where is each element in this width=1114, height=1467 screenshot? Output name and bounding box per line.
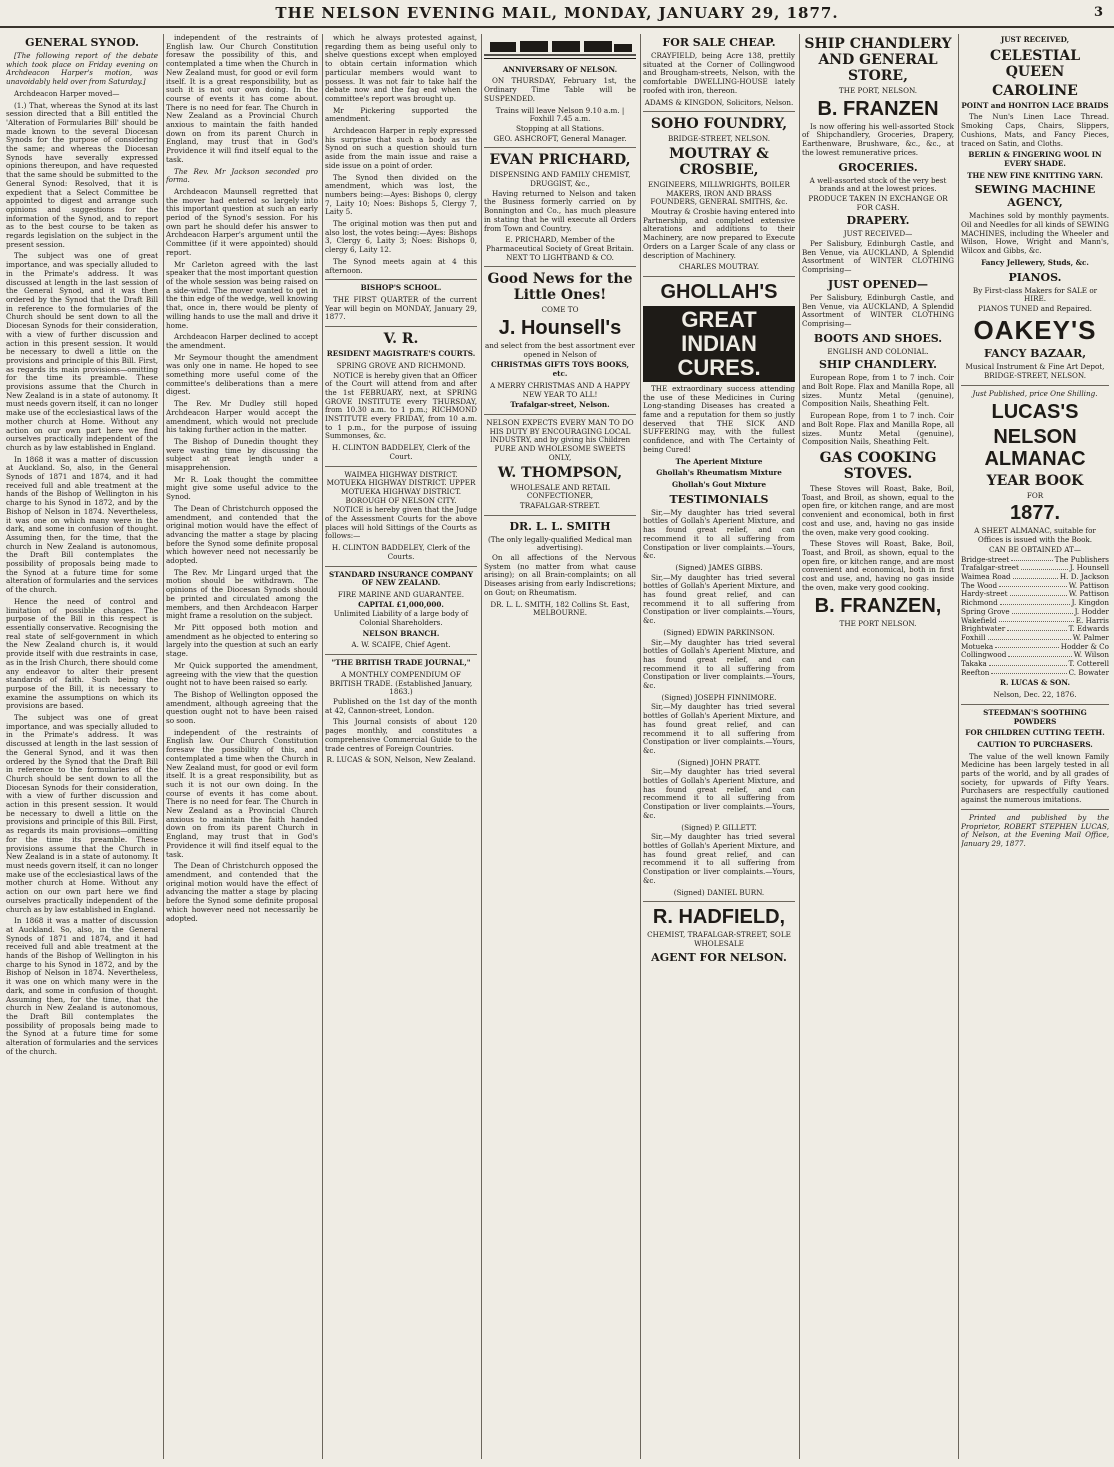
sewing-text: Machines sold by monthly payments. Oil and Needles for all kinds of SEWING MACHINES, including the Wheeler and Wilson, Howe, Wright and Mann's, Wilcox and Gibbs, &c. (961, 211, 1109, 256)
lace-heading: POINT and HONITON LACE BRAIDS (961, 100, 1109, 110)
train-times: Trains will leave Nelson 9.10 a.m. | Foxhill 7.45 a.m. (495, 105, 625, 124)
col2-p1: independent of the restraints of English law. Our Church Constitution foresaw the possibility of this, and contemplated a time when the Church in New Zealand must, for good or evil form itself. It is a great responsibility, but as such it is not our own doing. In the course of events it has come about. There is no need for fear. The Church in New Zealand as a Provincial Church anxious to maintain the faith handed down on from its parent Church in England, may trust that in God's Providence it will find itself equal to the task. (166, 34, 318, 164)
insurance-sub: FIRE MARINE AND GUARANTEE. (337, 589, 465, 599)
rmc-signature: H. CLINTON BADDELEY, Clerk of the Court. (331, 443, 471, 461)
agent-place: Brightwater (961, 624, 1006, 634)
branch-heading: NELSON BRANCH. (362, 628, 440, 638)
agent-place: Takaka (961, 659, 987, 669)
leader-dots (991, 669, 1066, 675)
col2-p5: Archdeacon Harper declined to accept the amendment. (166, 332, 318, 350)
berlin-wool: BERLIN & FINGERING WOOL IN EVERY SHADE. (968, 150, 1102, 168)
agent-name: T. Edwards (1068, 624, 1109, 634)
testimonial-6: Sir,—My daughter has tried several bottles of Gollah's Aperient Mixture, and has found great relief, and can recommend it to all suffering from Constipation or liver complaints.—Yours, &c. (643, 832, 795, 885)
lucas-signature: R. LUCAS & SON. (1000, 678, 1070, 688)
drapery-text: Per Salisbury, Edinburgh Castle, and Ben Venue, via AUCKLAND, A Splendid Assortment of WINTER CLOTHING Comprising— (802, 239, 954, 275)
oakey-sub2: Musical Instrument & Fine Art Depot, (965, 361, 1105, 371)
thompson-heading: W. THOMPSON, (497, 464, 623, 481)
train-illustration (484, 36, 636, 59)
testimonial-2: Sir,—My daughter has tried several bottles of Gollah's Aperient Mixture, and has found great relief, and can recommend it to all suffering from Constipation or liver complaints.—Yours, &c. (643, 572, 795, 626)
drapery-sub: JUST RECEIVED— (843, 229, 913, 239)
franzen-heading: B. FRANZEN (817, 97, 939, 120)
synod-p3: The subject was one of great importance, and was specially alluded to in the Primate's address. It was discussed at length in the last session of the General Synod, and it was then ordered by the Synod that the Draft Bill in reference to the formularies of the Church should be sent down to all the Diocesan Synods for their consideration, with a view of further discussion and action in this present session. It would be necessary to dwell a little on the provisions and principle of this Bill. First, as regards its main provisions—omitting for the time its preamble. These provisions assume that the Church in New Zealand is in a state of autonomy. It must needs govern itself, it can no longer make use of the ecclesiastical laws of the mother church at Home. Without any action on our own part here we find ourselves practically independent of the church as by law established in England. (6, 251, 158, 452)
agent-name: T. Cotterell (1068, 659, 1109, 669)
leader-dots (1010, 590, 1067, 596)
oakey-address: BRIDGE-STREET, NELSON. (983, 371, 1086, 381)
sale-heading: FOR SALE CHEAP. (662, 36, 776, 49)
prichard-heading: EVAN PRICHARD, (489, 152, 631, 169)
ghollah-text: THE extraordinary success attending the use of these Medicines in Curing Long-standing Diseases has created a fame and a reputation for them so justly deserved that THE SICK AND SUFFERING may, with the fullest confidence, and with The Certainty of being Cured! (643, 383, 795, 454)
masthead-title: THE NELSON EVENING MAIL, MONDAY, JANUARY 29, 1877. (275, 4, 839, 22)
ghollah-banner: GREAT INDIAN CURES. (643, 306, 795, 382)
gout-heading: Ghollah's Gout Mixture (671, 479, 767, 489)
synod-p4-repeat: In 1868 it was a matter of discussion at Auckland. So, also, in the General Synods of 1871 and 1874, and it had received full and able treatment at the hands of the Bishop of Wellington in his charge to his Synod in 1872, and by the Bishop of Nelson in 1874. Nevertheless, it was one on which many were in the dark, and some in confusion of thought. Assuming then, for the time, that the church in New Zealand is autonomous, the Draft Bill contemplates the possibility of proposals being made to the Synod at a future time for some alteration of formularies and the services of the church. (6, 916, 158, 1056)
just-received: JUST RECEIVED, (1000, 35, 1070, 44)
col3-p1: which he always protested against, regarding them as being useful only to shelve questions except when employed to obtain certain information which particular members would want to possess. It was not fair to take half the debate now and the fag end when the committee's report was brought up. (325, 34, 477, 103)
agent-place: Reefton (961, 667, 990, 677)
boots-sub: ENGLISH AND COLONIAL. (827, 346, 929, 356)
steedman-heading: STEEDMAN'S SOOTHING POWDERS (983, 707, 1087, 726)
pianos-tuned: PIANOS TUNED and Repaired. (978, 303, 1092, 313)
knitting-yarn: THE NEW FINE KNITTING YARN. (967, 170, 1103, 180)
trade-journal-heading: "THE BRITISH TRADE JOURNAL," (331, 658, 471, 668)
leader-dots (1012, 608, 1073, 614)
col2-p4: Mr Carleton agreed with the last speaker that the most important question of the whole session was being raised on a side-wind. The mover wanted to get in the thin edge of the wedge, well knowing that, once in, there would be plenty of willing hands to use the mall and drive it home. (166, 259, 318, 330)
soho-sub: BRIDGE-STREET, NELSON. (667, 134, 770, 144)
agent-name: H. D. Jackson (1059, 571, 1109, 581)
chandlery-sub: THE PORT, NELSON. (838, 86, 918, 95)
sale-signature: ADAMS & KINGDON, Solicitors, Nelson. (644, 97, 794, 107)
prichard-text: Having returned to Nelson and taken the Business formerly carried on by Bonnington and Co., has much pleasure in stating that he will execute all Orders from Town and Country. (484, 188, 636, 233)
produce-text: PRODUCE TAKEN IN EXCHANGE OR FOR CASH. (808, 193, 948, 212)
agent-place: Wakefield (961, 615, 997, 625)
testimonial-1: Sir,—My daughter has tried several bottles of Gollah's Aperient Mixture, and has found great relief, and can recommend it to all suffering from Constipation or liver complaints.—Yours, &c. (643, 507, 795, 561)
thompson-sub: WHOLESALE AND RETAIL CONFECTIONER, (510, 482, 610, 501)
oakey-heading: OAKEY'S (973, 314, 1097, 345)
ship-chandlery-text: European Rope, from 1 to 7 inch. Coir and Bolt Rope. Flax and Manilla Rope, all sizes. Muntz Metal (genuine), Composition Nails, Sheathing Felt. (802, 373, 954, 409)
rmc-heading: RESIDENT MAGISTRATE'S COURTS. (326, 349, 476, 359)
good-news-heading: Good News for the Little Ones! (487, 271, 633, 304)
steedman-sub: FOR CHILDREN CUTTING TEETH. (965, 728, 1105, 738)
moutray-sub: ENGINEERS, MILLWRIGHTS, BOILER MAKERS, IRON AND BRASS FOUNDERS, GENERAL SMITHS, &c. (648, 179, 790, 207)
col3-p2: Mr Pickering supported the amendment. (325, 105, 477, 124)
col3-p6: The Synod meets again at 4 this afternoon. (325, 256, 477, 275)
aperient-heading: The Aperient Mixture (675, 456, 763, 466)
leader-dots (1021, 564, 1068, 570)
highway-heading: WAIMEA HIGHWAY DISTRICT. MOTUEKA HIGHWAY DISTRICT. UPPER MOTUEKA HIGHWAY DISTRICT. BOROUGH OF NELSON CITY. (326, 469, 476, 505)
hadfield-heading: R. HADFIELD, (652, 906, 786, 929)
testimonial-3: Sir,—My daughter has tried several bottles of Gollah's Aperient Mixture, and has found great relief, and can recommend it to all suffering from Constipation or liver complaints.—Yours, &c. (643, 637, 795, 691)
thompson-address: TRAFALGAR-STREET. (519, 500, 601, 510)
agent-place: Waimea Road (961, 571, 1011, 581)
synod-p3-repeat: The subject was one of great importance, and was specially alluded to in the Primate's address. It was discussed at length in the last session of the General Synod, and it was then ordered by the Synod that the Draft Bill in reference to the formularies of the Church should be sent down to all the Diocesan Synods for their consideration, with a view of further discussion and action in this present session. It would be necessary to dwell a little on the provisions and principle of this Bill. First, as regards its main provisions—omitting for the time its preamble. These provisions assume that the Church in New Zealand is in a state of autonomy. It must needs govern itself, it can no longer make use of the ecclesiastical laws of the mother church at Home. Without any action on our own part here we find ourselves practically independent of the church as by law established in England. (6, 713, 158, 914)
hadfield-sub: CHEMIST, TRAFALGAR-STREET, SOLE WHOLESALE (647, 930, 791, 948)
trade-journal-text2: This Journal consists of about 120 pages monthly, and constitutes a comprehensive Commercial Guide to the trade centres of Foreign Countries. (325, 717, 477, 753)
synod-intro: [The following report of the debate which took place on Friday evening on Archdeacon Harper's motion, was unavoidably held over from Saturday.] (6, 51, 158, 87)
leader-dots (995, 643, 1059, 649)
capital-label: CAPITAL (358, 599, 394, 609)
school-heading: BISHOP'S SCHOOL. (360, 283, 442, 293)
soho-heading: SOHO FOUNDRY, (650, 116, 788, 133)
boots-heading: BOOTS AND SHOES. (813, 331, 943, 345)
franzen-text: Is now offering his well-assorted Stock of Shipchandlery, Groceries, Drapery, Earthenware, Brushware, &c., &c., at the lowest remunerative prices. (802, 121, 954, 157)
agent-name: E. Harris (1075, 615, 1109, 625)
agent-name: J. Kingdon (1071, 598, 1109, 608)
anniversary-heading: ANNIVERSARY OF NELSON. (502, 64, 618, 74)
smith-heading: DR. L. L. SMITH (509, 519, 611, 533)
column-7 (961, 34, 1109, 1459)
col2-p8: The Bishop of Dunedin thought they were wasting time by discussing the subject at great length under a misapprehension. (166, 436, 318, 473)
ghollah-heading: GHOLLAH'S (660, 280, 778, 303)
testimonial-4-sig: (Signed) JOHN PRATT. (677, 757, 761, 767)
col2-p12: Mr Pitt opposed both motion and amendment as he objected to entering so largely into the question at such an early stage. (166, 623, 318, 659)
agent-place: Richmond (961, 598, 998, 608)
caroline: CAROLINE (992, 82, 1078, 99)
leader-dots (999, 617, 1074, 623)
agent-name: W. Pattison (1068, 589, 1109, 599)
testimonial-2-sig: (Signed) EDWIN PARKINSON. (663, 627, 775, 637)
agents-list (961, 556, 1109, 678)
almanac-year: 1877. (1009, 502, 1061, 525)
hounsell-heading: J. Hounsell's (498, 317, 622, 340)
leader-dots (989, 660, 1067, 666)
prichard-signature: E. PRICHARD, Member of the Pharmaceutical Society of Great Britain. NEXT TO LIGHTBAND & CO. (486, 235, 634, 262)
page-number: 3 (1093, 5, 1104, 20)
col2-p2: The Rev. Mr Jackson seconded pro forma. (166, 166, 318, 185)
agent-name: W. Pattison (1068, 580, 1109, 590)
ship-chandlery-text-2: European Rope, from 1 to 7 inch. Coir and Bolt Rope. Flax and Manilla Rope, all sizes. Muntz Metal (genuine), Composition Nails, Sheathing Felt. (802, 411, 954, 447)
trade-journal-sub: A MONTHLY COMPENDIUM OF BRITISH TRADE. (Established January, 1863.) (329, 669, 473, 697)
leader-dots (999, 582, 1067, 588)
nelson-expects: NELSON EXPECTS EVERY MAN TO DO HIS DUTY BY ENCOURAGING LOCAL INDUSTRY, and by giving his Children PURE AND WHOLESOME SWEETS ONLY, (486, 417, 634, 462)
column-6 (802, 34, 954, 1459)
insurance-text: Unlimited Liability of a large body of Colonial Shareholders. (333, 609, 469, 628)
rmc-sub: SPRING GROVE AND RICHMOND. (336, 360, 466, 370)
franzen-footer-sub: THE PORT NELSON. (839, 619, 917, 629)
col3-p4: The Synod then divided on the amendment, which was lost, the numbers being:—Ayes: Bishops 0, clergy 7, Laity 10; Noes: Bishops 5, Clergy 7, Laity 5. (325, 172, 477, 217)
school-text: THE FIRST QUARTER of the current Year will begin on MONDAY, January 29, 1877. (325, 294, 477, 322)
leader-dots (1013, 573, 1058, 579)
leader-dots (1011, 556, 1052, 562)
chandlery-heading: SHIP CHANDLERY AND GENERAL STORE, (804, 36, 952, 84)
trade-journal-text: Published on the 1st day of the month at 42, Cannon-street, London. (325, 697, 477, 715)
column-1 (6, 34, 158, 1459)
caution-text: The value of the well known Family Medicine has been largely tested in all parts of the world, and by all grades of society, for upwards of Fifty Years. Purchasers are respectfully cautioned against the numerous imitations. (961, 751, 1109, 805)
testimonials-heading: TESTIMONIALS (669, 492, 769, 506)
come-to: COME TO (541, 305, 579, 315)
col2-p7: The Rev. Mr Dudley still hoped Archdeacon Harper would accept the amendment, which would not preclude his taking further action in the matter. (166, 399, 318, 435)
masthead (0, 0, 1114, 28)
synod-heading: GENERAL SYNOD. (25, 36, 139, 49)
capital-line (325, 601, 477, 610)
agent-name: The Publishers (1054, 554, 1109, 564)
hounsell-text: and select from the best assortment ever opened in Nelson of (485, 341, 635, 359)
agent-place: Bridge-street (961, 554, 1010, 564)
highway-text: NOTICE is hereby given that the Judge of the Assessment Courts for the above places will hold Sittings of the Courts as follows:— (325, 505, 477, 541)
highway-signature: H. CLINTON BADDELEY, Clerk of the Courts. (331, 543, 471, 561)
col2-p14: The Bishop of Wellington opposed the amendment, although agreeing that the question ought not to have been raised so soon. (166, 689, 318, 726)
moutray-heading: MOUTRAY & CROSBIE, (669, 145, 769, 178)
gas-stoves-text-2: These Stoves will Roast, Bake, Boil, Toast, and Broil, as shown, equal to the open fire, or kitchen range, and are most convenient and economical, both in first cost and use, and, having no gas inside the oven, make very good cooking. (802, 539, 954, 592)
agent-place: Trafalgar-street (961, 563, 1019, 573)
testimonial-1-sig: (Signed) JAMES GIBBS. (675, 562, 763, 572)
caution-heading: CAUTION TO PURCHASERS. (977, 739, 1093, 749)
agent-place: Collingwood (961, 650, 1007, 660)
franzen-footer-heading: B. FRANZEN, (814, 595, 942, 618)
agent-place: Foxhill (961, 632, 986, 642)
agent-name: J. Hounsell (1069, 563, 1109, 573)
column-5 (643, 34, 795, 1459)
agent-name: J. Hodder (1074, 606, 1109, 616)
col2-p10: The Dean of Christchurch opposed the amendment, and contended that the original motion would have the effect of advancing the matter a stage by placing before the Synod some definite proposal which however need not necessarily be adopted. (166, 503, 318, 566)
just-published: Just Published, price One Shilling. (972, 389, 1098, 399)
rheumatism-heading: Ghollah's Rheumatism Mixture (656, 468, 782, 478)
lucas-date: Nelson, Dec. 22, 1876. (993, 690, 1077, 700)
testimonial-4: Sir,—My daughter has tried several bottles of Gollah's Aperient Mixture, and has found great relief, and can recommend it to all suffering from Constipation or liver complaints.—Yours, &c. (643, 702, 795, 755)
drapery-text-2: Per Salisbury, Edinburgh Castle, and Ben Venue, via AUCKLAND, A Splendid Assortment of WINTER CLOTHING Comprising— (802, 292, 954, 328)
oakey-sub: FANCY BAZAAR, (983, 346, 1087, 360)
lace-text: The Nun's Linen Lace Thread. Smoking Caps, Chairs, Slippers, Cushions, Mats, and Fancy Pieces, traced on Satin, and Cloths. (961, 112, 1109, 148)
sewing-heading: SEWING MACHINE AGENCY, (974, 183, 1096, 210)
insurance-heading: STANDARD INSURANCE COMPANY OF NEW ZEALAND. (328, 569, 474, 588)
agent-name: W. Palmer (1072, 632, 1109, 642)
testimonial-3-sig: (Signed) JOSEPH FINNIMORE. (661, 692, 777, 702)
column-3 (325, 34, 477, 1459)
col2-p3: Archdeacon Maunsell regretted that the mover had entered so largely into this important question at such an early period of the Synod's session. For his own part he should defer his answer to Archdeacon Harper's argument until the Committee (if it were appointed) should report. (166, 186, 318, 257)
pianos-heading: PIANOS. (1008, 270, 1062, 284)
anniversary-text: ON THURSDAY, February 1st, the Ordinary Time Table will be SUSPENDED. (484, 76, 636, 103)
hounsell-greeting: A MERRY CHRISTMAS AND A HAPPY NEW YEAR TO ALL! (489, 380, 631, 399)
col2-p6: Mr Seymour thought the amendment was only one in name. He hoped to see something more useful come of the committee's deliberations than a mere digest. (166, 352, 318, 397)
col2-p9: Mr R. Loak thought the committee might give some useful advice to the Synod. (166, 474, 318, 502)
insurance-agent: A. W. SCAIFE, Chief Agent. (351, 640, 451, 650)
rmc-text: NOTICE is hereby given that an Officer of the Court will attend from and after the 1st FEBRUARY, next, at SPRING GROVE INSTITUTE every THURSDAY, from 10.30 a.m. to 1 p.m.; RICHMOND INSTITUTE every FRIDAY, from 10 a.m. to 1 p.m., for the purpose of issuing Summonses, &c. (325, 370, 477, 441)
fancy-jewellery: Fancy Jellewery, Studs, &c. (981, 257, 1089, 267)
agent-name: C. Bowater (1068, 667, 1109, 677)
col2-p13: Mr Quick supported the amendment, agreeing with the view that the question ought not to have been raised so early. (166, 660, 318, 688)
sale-text: CRAYFIELD, being Acre 138, prettily situated at the Corner of Collingwood and Brougham-streets, Nelson, with the comfortable DWELLING-HOUSE lately roofed with iron, thereon. (643, 51, 795, 95)
agent-name: W. Wilson (1073, 650, 1109, 660)
col2-p10-repeat: The Dean of Christchurch opposed the amendment, and contended that the original motion would have the effect of advancing the matter a stage by placing before the Synod some definite proposal which however need not necessarily be adopted. (166, 861, 318, 923)
leader-dots (988, 634, 1071, 640)
prichard-sub: DISPENSING AND FAMILY CHEMIST, DRUGGIST, &c., (489, 170, 631, 189)
hadfield-agent: AGENT FOR NELSON. (651, 950, 787, 964)
synod-p5: Hence the need of control and limitation of possible changes. The purpose of the Bill in this respect is essentially conservative. Recognising the real state of self-government in which the New Zealand church is, it would provide itself with due restraints in case, as in the Irish Church, there should come any endeavor to alter their present standards of faith. Such being the purpose of the Bill, it is necessary to examine the assumptions on which its provisions are based. (6, 596, 158, 711)
capital-value: £1,000,000. (396, 599, 444, 609)
col3-p3: Archdeacon Harper in reply expressed his surprise that such a body as the Synod on such a question should turn aside from the main issue and raise a side issue on a point of order. (325, 126, 477, 170)
testimonial-6-sig: (Signed) DANIEL BURN. (673, 887, 765, 897)
synod-p1: Archdeacon Harper moved— (14, 88, 120, 98)
agent-row (961, 669, 1109, 678)
year-book-heading: YEAR BOOK (986, 472, 1084, 489)
celestial-queen: CELESTIAL QUEEN (989, 47, 1081, 80)
drapery-heading: DRAPERY. (846, 214, 910, 228)
gas-stoves-heading: GAS COOKING STOVES. (819, 449, 937, 482)
trade-journal-signature: R. LUCAS & SON, Nelson, New Zealand. (326, 755, 476, 765)
col2-p11: The Rev. Mr Lingard urged that the motion should be withdrawn. The opinions of the Diocesan Synods should be printed and circulated among the members, and then Archdeacon Harper might frame a resolution on the subject. (166, 567, 318, 621)
synod-p2: (1.) That, whereas the Synod at its last session directed that a Bill entitled the 'Alteration of Formularies Bill' should be made known to the several Diocesan Synods for the purpose of considering the same; and whereas the Diocesan Synods have severally expressed opinions thereupon, and have requested that the same should be submitted to the General Synod: Resolved, that it is expedient that a Select Committee be appointed to digest and arrange such opinions and suggestions for the information of the Synod, and to report as to the best course to be taken as regards legislation on the subject in the present session. (6, 100, 158, 249)
agent-place: Hardy-street (961, 589, 1008, 599)
column-2 (166, 34, 318, 1459)
for-label: FOR (1026, 490, 1044, 500)
gas-stoves-text: These Stoves will Roast, Bake, Boil, Toast, and Broil, as shown, equal to the open fire, or kitchen range, and are most convenient and economical, both in first cost and use, and, having no gas inside the oven, make very good cooking. (802, 483, 954, 537)
agent-place: Spring Grove (961, 606, 1010, 616)
agent-name: Hodder & Co (1060, 641, 1109, 651)
train-stops: Stopping at all Stations. (516, 123, 604, 133)
groceries-text: A well-assorted stock of the very best brands and at the lowest prices. (809, 175, 947, 194)
vr-mark: V. R. (383, 331, 419, 348)
hounsell-items: CHRISTMAS GIFTS TOYS BOOKS, etc. (490, 360, 630, 379)
hounsell-address: Trafalgar-street, Nelson. (510, 400, 610, 410)
obtain-heading: CAN BE OBTAINED AT— (988, 544, 1082, 554)
col3-p5: The original motion was then put and also lost, the votes being:—Ayes: Bishops 3, Clergy 6, Laity 3; Noes: Bishops 0, clergy 6, Laity 12. (325, 219, 477, 255)
leader-dots (1007, 625, 1067, 631)
lucas-heading: LUCAS'S (991, 400, 1079, 423)
smith-signature: DR. L. L. SMITH, 182 Collins St. East, MELBOURNE. (490, 599, 630, 618)
ship-chandlery-heading: SHIP CHANDLERY. (818, 358, 938, 372)
pianos-text: By First-class Makers for SALE or HIRE. (972, 285, 1098, 304)
column-4 (484, 34, 636, 1459)
testimonial-5-sig: (Signed) P. GILLETT. (681, 822, 757, 832)
agent-place: The Wood (961, 580, 998, 590)
sheet-almanac: A SHEET ALMANAC, suitable for Offices is issued with the Book. (974, 526, 1096, 545)
leader-dots (1000, 599, 1070, 605)
synod-p4: In 1868 it was a matter of discussion at Auckland. So, also, in the General Synods of 1871 and 1874, and it had received full and able treatment at the hands of the Bishop of Wellington in his charge to his Synod in 1872, and by the Bishop of Nelson in 1874. Nevertheless, it was one on which many were in the dark, and some in confusion of thought. Assuming then, for the time, that the church in New Zealand is autonomous, the Draft Bill contemplates the possibility of proposals being made to the Synod at a future time for some alteration of formularies and the services of the church. (6, 454, 158, 595)
agent-place: Motueka (961, 641, 994, 651)
almanac-heading: NELSON ALMANAC (984, 425, 1086, 470)
col2-p1-repeat: independent of the restraints of English law. Our Church Constitution foresaw the possibility of this, and contemplated a time when the Church in New Zealand must, for good or evil form itself. It is a great responsibility, but as such it is not our own doing. In the course of events it has come about. There is no need for fear. The Church in New Zealand as a Provincial Church anxious to maintain the faith handed down on from its parent Church in England, may trust that in God's Providence it will find itself equal to the task. (166, 727, 318, 859)
moutray-text: Moutray & Crosbie having entered into Partnership, and completed extensive alterations and additions to their Machinery, are now prepared to Execute Orders on a Larger Scale of any class or description of Machinery. (643, 207, 795, 260)
imprint: Printed and published by the Proprietor, ROBERT STEPHEN LUCAS, of Nelson, at the Evening Mail Office, January 29, 1877. (961, 812, 1109, 848)
groceries-heading: GROCERIES. (838, 160, 918, 174)
testimonial-5: Sir,—My daughter has tried several bottles of Gollah's Aperient Mixture, and has found great relief, and can recommend it to all suffering from Constipation or liver complaints.—Yours, &c. (643, 767, 795, 820)
moutray-signature: CHARLES MOUTRAY. (678, 262, 760, 272)
just-opened-heading: JUST OPENED— (828, 277, 928, 291)
smith-sub: (The only legally-qualified Medical man advertising). (487, 534, 633, 553)
smith-text: On all affections of the Nervous System (no matter from what cause arising); on all Brain-complaints; on all Diseases arising from early Indiscretions; on Gout; on Rheumatism. (484, 553, 636, 597)
anniversary-signature: GEO. ASHCROFT, General Manager. (493, 133, 627, 143)
leader-dots (1008, 651, 1071, 657)
